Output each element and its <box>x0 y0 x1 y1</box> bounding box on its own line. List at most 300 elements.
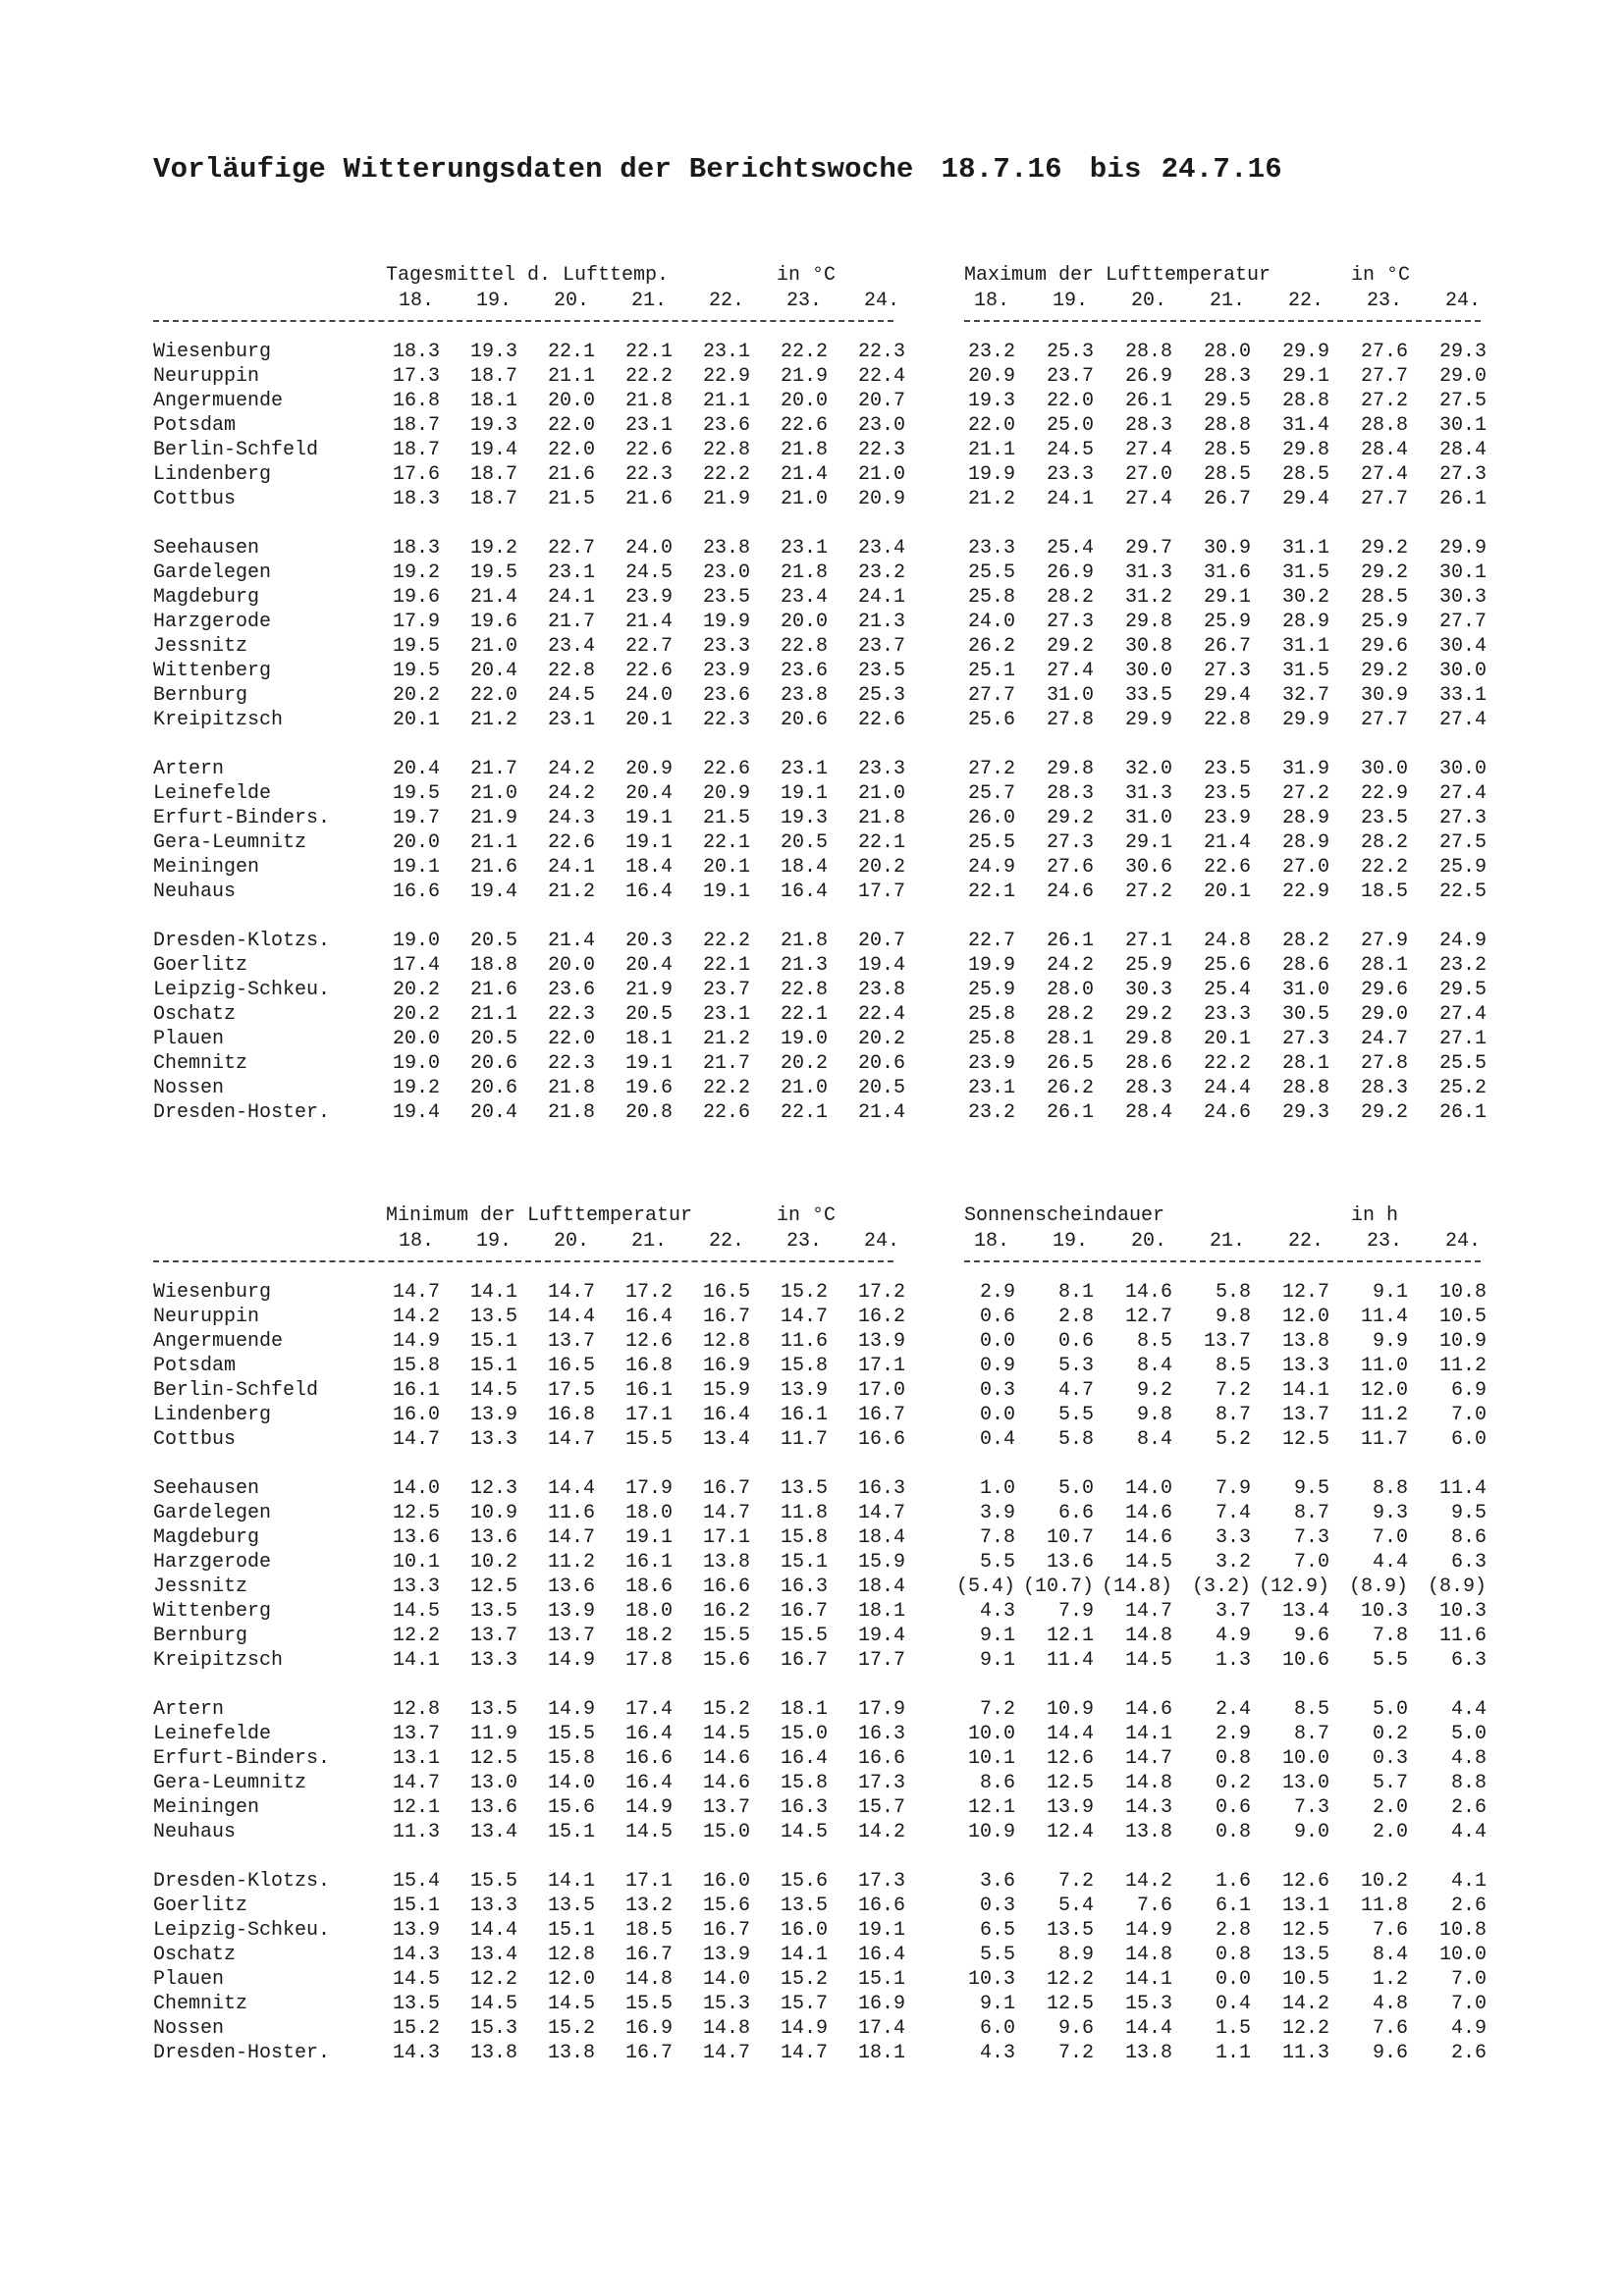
sunshine-cell: 7.8 <box>979 1526 1015 1549</box>
sunshine-cell: 14.7 <box>1124 1747 1172 1770</box>
sunshine-cell: 0.3 <box>1372 1747 1408 1770</box>
sunshine-cell: 12.1 <box>1046 1625 1094 1647</box>
mean-temp-cell: 22.3 <box>547 1003 595 1026</box>
max-temp-cell: 23.9 <box>1203 807 1251 829</box>
mean-temp-cell: 18.7 <box>469 463 517 486</box>
min-temp-cell: 16.8 <box>547 1404 595 1426</box>
min-temp-cell: 13.7 <box>469 1625 517 1647</box>
min-temp-cell: 14.7 <box>702 1502 750 1524</box>
min-temp-cell: 14.0 <box>392 1477 440 1500</box>
sunshine-cell: 13.4 <box>1281 1600 1329 1623</box>
sunshine-cell: 6.3 <box>1450 1649 1487 1672</box>
max-temp-cell: 23.5 <box>1360 807 1408 829</box>
sunshine-cell: 9.0 <box>1293 1821 1329 1843</box>
mean-temp-cell: 22.4 <box>857 365 905 388</box>
min-temp-cell: 15.8 <box>780 1526 828 1549</box>
mean-temp-cell: 21.8 <box>547 1101 595 1124</box>
max-temp-cell: 30.6 <box>1124 856 1172 879</box>
station-group <box>153 340 1508 511</box>
max-temp-cell: 29.3 <box>1281 1101 1329 1124</box>
max-temp-cell: 24.6 <box>1203 1101 1251 1124</box>
mean-temp-cell: 19.1 <box>624 831 673 854</box>
sunshine-cell: 7.2 <box>979 1698 1015 1721</box>
min-temp-cell: 10.1 <box>392 1551 440 1574</box>
station-name: Dresden-Klotzs. <box>153 1870 331 1893</box>
mean-temp-cell: 21.3 <box>857 611 905 633</box>
max-temp-cell: 28.5 <box>1281 463 1329 486</box>
sunshine-cell: 1.5 <box>1215 2017 1251 2040</box>
mean-temp-cell: 16.4 <box>624 881 673 903</box>
min-temp-cell: 15.8 <box>547 1747 595 1770</box>
min-temp-cell: 14.5 <box>624 1821 673 1843</box>
day-label: 18. <box>398 1230 434 1253</box>
mean-temp-cell: 22.7 <box>547 537 595 560</box>
sunshine-cell: 9.6 <box>1293 1625 1329 1647</box>
sunshine-cell: 9.5 <box>1293 1477 1329 1500</box>
min-temp-cell: 18.1 <box>780 1698 828 1721</box>
sunshine-cell: 11.3 <box>1281 2042 1329 2064</box>
mean-temp-cell: 20.5 <box>857 1077 905 1099</box>
station-name: Seehausen <box>153 537 260 560</box>
sunshine-cell: 0.6 <box>1057 1330 1094 1353</box>
max-temp-cell: 29.2 <box>1046 635 1094 658</box>
max-temp-cell: 28.3 <box>1203 365 1251 388</box>
max-temp-cell: 24.9 <box>967 856 1015 879</box>
min-temp-cell: 15.6 <box>702 1895 750 1917</box>
max-temp-cell: 24.9 <box>1438 930 1487 952</box>
sunshine-cell: 7.0 <box>1450 1968 1487 1991</box>
max-temp-cell: 28.5 <box>1203 439 1251 461</box>
min-temp-cell: 14.9 <box>624 1796 673 1819</box>
mean-temp-cell: 20.4 <box>469 1101 517 1124</box>
station-name: Gardelegen <box>153 561 272 584</box>
sunshine-cell: (10.7) <box>1022 1575 1094 1598</box>
dashed-rule-row <box>153 1255 1508 1270</box>
max-temp-cell: 29.5 <box>1438 979 1487 1001</box>
sunshine-cell: 7.0 <box>1450 1993 1487 2015</box>
sunshine-cell: 9.1 <box>979 1649 1015 1672</box>
min-temp-cell: 16.4 <box>857 1944 905 1966</box>
max-temp-cell: 30.0 <box>1438 758 1487 780</box>
station-name: Goerlitz <box>153 954 248 977</box>
max-temp-cell: 27.4 <box>1124 488 1172 510</box>
max-temp-cell: 24.0 <box>967 611 1015 633</box>
mean-temp-cell: 23.0 <box>702 561 750 584</box>
mean-temp-cell: 19.5 <box>392 660 440 682</box>
max-temp-cell: 22.1 <box>967 881 1015 903</box>
sunshine-cell: 10.0 <box>1281 1747 1329 1770</box>
mean-temp-cell: 20.6 <box>469 1077 517 1099</box>
mean-temp-cell: 21.8 <box>780 930 828 952</box>
mean-temp-cell: 22.0 <box>547 414 595 437</box>
sunshine-cell: 10.9 <box>1438 1330 1487 1353</box>
min-temp-cell: 13.2 <box>624 1895 673 1917</box>
mean-temp-cell: 19.5 <box>392 782 440 805</box>
max-temp-cell: 22.5 <box>1438 881 1487 903</box>
min-temp-cell: 15.8 <box>392 1355 440 1377</box>
sunshine-cell: 2.8 <box>1057 1306 1094 1328</box>
mean-temp-cell: 18.3 <box>392 537 440 560</box>
mean-temp-cell: 23.7 <box>702 979 750 1001</box>
sunshine-cell: 10.3 <box>967 1968 1015 1991</box>
sunshine-cell: 10.5 <box>1281 1968 1329 1991</box>
max-temp-cell: 27.7 <box>1360 488 1408 510</box>
sunshine-cell: (8.9) <box>1427 1575 1487 1598</box>
min-temp-cell: 13.9 <box>469 1404 517 1426</box>
day-label: 19. <box>1052 290 1088 312</box>
day-label: 19. <box>475 290 512 312</box>
min-temp-cell: 13.8 <box>702 1551 750 1574</box>
min-temp-cell: 15.5 <box>624 1993 673 2015</box>
mean-temp-cell: 18.1 <box>624 1028 673 1050</box>
mean-temp-cell: 23.9 <box>624 586 673 609</box>
mean-temp-cell: 24.2 <box>547 758 595 780</box>
sunshine-cell: 12.5 <box>1046 1993 1094 2015</box>
max-temp-cell: 27.4 <box>1438 709 1487 731</box>
sunshine-cell: 5.4 <box>1057 1895 1094 1917</box>
max-temp-cell: 28.2 <box>1360 831 1408 854</box>
min-temp-cell: 19.1 <box>857 1919 905 1942</box>
min-temp-cell: 14.5 <box>392 1968 440 1991</box>
max-temp-cell: 28.4 <box>1438 439 1487 461</box>
min-temp-cell: 14.7 <box>780 1306 828 1328</box>
table-row <box>153 781 1508 806</box>
station-name: Dresden-Hoster. <box>153 1101 331 1124</box>
sunshine-cell: 4.8 <box>1450 1747 1487 1770</box>
mean-temp-cell: 19.7 <box>392 807 440 829</box>
sunshine-cell: 7.3 <box>1293 1796 1329 1819</box>
station-group <box>153 536 1508 732</box>
mean-temp-cell: 20.2 <box>780 1052 828 1075</box>
min-temp-cell: 13.6 <box>392 1526 440 1549</box>
sunshine-cell: 7.0 <box>1372 1526 1408 1549</box>
sunshine-cell: 0.0 <box>979 1404 1015 1426</box>
sunshine-cell: 3.3 <box>1215 1526 1251 1549</box>
sunshine-cell: 8.4 <box>1372 1944 1408 1966</box>
min-temp-cell: 15.0 <box>702 1821 750 1843</box>
sunshine-cell: 0.6 <box>979 1306 1015 1328</box>
table-row <box>153 634 1508 659</box>
min-temp-cell: 16.0 <box>392 1404 440 1426</box>
max-temp-cell: 25.4 <box>1203 979 1251 1001</box>
sunshine-cell: 9.9 <box>1372 1330 1408 1353</box>
sunshine-cell: 12.4 <box>1046 1821 1094 1843</box>
table-row <box>153 1354 1508 1378</box>
sunshine-cell: 2.6 <box>1450 1895 1487 1917</box>
station-group <box>153 929 1508 1125</box>
mean-temp-cell: 22.8 <box>547 660 595 682</box>
mean-temp-cell: 23.0 <box>857 414 905 437</box>
min-temp-cell: 16.0 <box>702 1870 750 1893</box>
max-temp-cell: 27.7 <box>967 684 1015 707</box>
max-temp-title: Maximum der Lufttemperatur <box>964 264 1271 287</box>
station-group <box>153 1476 1508 1673</box>
mean-temp-cell: 19.0 <box>392 930 440 952</box>
min-temp-cell: 17.2 <box>624 1281 673 1304</box>
mean-temp-cell: 19.0 <box>392 1052 440 1075</box>
max-temp-cell: 32.0 <box>1124 758 1172 780</box>
station-name: Wiesenburg <box>153 1281 272 1304</box>
station-name: Gera-Leumnitz <box>153 1772 307 1794</box>
max-temp-cell: 24.1 <box>1046 488 1094 510</box>
sunshine-cell: 8.6 <box>979 1772 1015 1794</box>
mean-temp-cell: 19.3 <box>469 414 517 437</box>
mean-temp-cell: 20.5 <box>469 1028 517 1050</box>
sunshine-cell: 12.7 <box>1281 1281 1329 1304</box>
station-name: Lindenberg <box>153 1404 272 1426</box>
table-row <box>153 830 1508 855</box>
max-temp-cell: 28.2 <box>1046 586 1094 609</box>
mean-temp-cell: 19.5 <box>392 635 440 658</box>
day-label: 20. <box>1130 290 1166 312</box>
min-temp-cell: 14.5 <box>469 1379 517 1402</box>
sunshine-cell: 4.4 <box>1450 1821 1487 1843</box>
sunshine-cell: 14.4 <box>1124 2017 1172 2040</box>
sunshine-cell: 12.2 <box>1046 1968 1094 1991</box>
sunshine-cell: 13.0 <box>1281 1772 1329 1794</box>
mean-temp-cell: 18.7 <box>392 439 440 461</box>
min-temp-cell: 13.5 <box>469 1600 517 1623</box>
min-temp-cell: 15.1 <box>780 1551 828 1574</box>
min-temp-cell: 13.9 <box>857 1330 905 1353</box>
mean-temp-cell: 21.4 <box>857 1101 905 1124</box>
table-row <box>153 708 1508 732</box>
sunshine-cell: 6.1 <box>1215 1895 1251 1917</box>
mean-temp-cell: 21.1 <box>547 365 595 388</box>
sunshine-cell: 12.5 <box>1281 1428 1329 1451</box>
max-temp-cell: 24.2 <box>1046 954 1094 977</box>
max-temp-cell: 33.5 <box>1124 684 1172 707</box>
max-temp-cell: 20.9 <box>967 365 1015 388</box>
sunshine-cell: 14.6 <box>1124 1502 1172 1524</box>
max-temp-cell: 27.1 <box>1124 930 1172 952</box>
min-temp-cell: 16.7 <box>702 1477 750 1500</box>
max-temp-cell: 26.0 <box>967 807 1015 829</box>
temperature-block <box>153 263 1508 1149</box>
sunshine-cell: 9.6 <box>1057 2017 1094 2040</box>
sunshine-cell: 14.7 <box>1124 1600 1172 1623</box>
sunshine-cell: 7.2 <box>1215 1379 1251 1402</box>
station-name: Neuhaus <box>153 1821 237 1843</box>
max-temp-cell: 25.8 <box>967 1028 1015 1050</box>
sunshine-cell: 4.9 <box>1450 2017 1487 2040</box>
min-temp-cell: 13.7 <box>702 1796 750 1819</box>
max-temp-cell: 25.5 <box>967 561 1015 584</box>
mean-temp-cell: 16.8 <box>392 390 440 412</box>
sunshine-cell: 10.0 <box>1438 1944 1487 1966</box>
mean-temp-cell: 18.4 <box>780 856 828 879</box>
mean-temp-cell: 22.3 <box>857 341 905 363</box>
mean-temp-cell: 18.3 <box>392 488 440 510</box>
min-temp-cell: 15.5 <box>624 1428 673 1451</box>
min-temp-cell: 11.9 <box>469 1723 517 1745</box>
sunshine-cell: 3.7 <box>1215 1600 1251 1623</box>
min-sunshine-table <box>153 1280 1508 2065</box>
sunshine-cell: 2.4 <box>1215 1698 1251 1721</box>
sunshine-cell: 6.9 <box>1450 1379 1487 1402</box>
sunshine-cell: 14.8 <box>1124 1944 1172 1966</box>
mean-temp-cell: 20.2 <box>392 684 440 707</box>
max-temp-cell: 26.1 <box>1046 930 1094 952</box>
sunshine-cell: 7.6 <box>1372 2017 1408 2040</box>
sunshine-cell: 9.3 <box>1372 1502 1408 1524</box>
max-temp-cell: 29.2 <box>1124 1003 1172 1026</box>
max-temp-cell: 23.2 <box>1438 954 1487 977</box>
sunshine-cell: 8.5 <box>1136 1330 1172 1353</box>
min-temp-cell: 16.1 <box>392 1379 440 1402</box>
max-temp-cell: 27.3 <box>1281 1028 1329 1050</box>
max-temp-cell: 24.4 <box>1203 1077 1251 1099</box>
mean-temp-cell: 19.9 <box>702 611 750 633</box>
max-temp-cell: 26.7 <box>1203 635 1251 658</box>
mean-temp-cell: 23.1 <box>780 537 828 560</box>
max-temp-cell: 23.7 <box>1046 365 1094 388</box>
sunshine-cell: 5.5 <box>979 1944 1015 1966</box>
station-name: Kreipitzsch <box>153 709 284 731</box>
sunshine-cell: 13.9 <box>1046 1796 1094 1819</box>
table-row <box>153 1051 1508 1076</box>
mean-temp-cell: 19.6 <box>392 586 440 609</box>
min-temp-cell: 15.3 <box>702 1993 750 2015</box>
max-temp-cell: 30.5 <box>1281 1003 1329 1026</box>
max-temp-cell: 27.7 <box>1360 365 1408 388</box>
sunshine-cell: 13.5 <box>1281 1944 1329 1966</box>
station-name: Wittenberg <box>153 1600 272 1623</box>
sunshine-cell: 13.5 <box>1046 1919 1094 1942</box>
max-temp-cell: 30.1 <box>1438 561 1487 584</box>
mean-temp-cell: 22.2 <box>624 365 673 388</box>
table-row <box>153 610 1508 634</box>
mean-temp-cell: 24.1 <box>547 586 595 609</box>
table-row <box>153 1575 1508 1599</box>
min-temp-cell: 14.7 <box>392 1772 440 1794</box>
min-temp-cell: 12.3 <box>469 1477 517 1500</box>
table-row <box>153 806 1508 830</box>
mean-temp-cell: 19.0 <box>780 1028 828 1050</box>
mean-temp-cell: 22.6 <box>624 439 673 461</box>
min-temp-cell: 13.5 <box>469 1306 517 1328</box>
table-row <box>153 1624 1508 1648</box>
day-label: 21. <box>630 290 667 312</box>
sunshine-cell: 10.3 <box>1360 1600 1408 1623</box>
station-name: Goerlitz <box>153 1895 248 1917</box>
min-temp-cell: 14.9 <box>780 2017 828 2040</box>
max-temp-cell: 26.2 <box>967 635 1015 658</box>
table-row <box>153 1746 1508 1771</box>
mean-temp-cell: 23.4 <box>547 635 595 658</box>
min-temp-cell: 17.4 <box>624 1698 673 1721</box>
min-temp-cell: 15.5 <box>780 1625 828 1647</box>
station-name: Potsdam <box>153 414 237 437</box>
min-temp-cell: 17.1 <box>624 1870 673 1893</box>
min-temp-cell: 14.0 <box>547 1772 595 1794</box>
day-label: 23. <box>1366 1230 1402 1253</box>
max-temp-cell: 27.6 <box>1360 341 1408 363</box>
mean-temp-cell: 21.8 <box>780 561 828 584</box>
min-temp-cell: 12.2 <box>392 1625 440 1647</box>
max-temp-cell: 29.6 <box>1360 979 1408 1001</box>
mean-temp-cell: 21.8 <box>857 807 905 829</box>
mean-temp-cell: 22.0 <box>547 439 595 461</box>
max-temp-cell: 29.5 <box>1203 390 1251 412</box>
sunshine-cell: 2.0 <box>1372 1821 1408 1843</box>
min-temp-cell: 14.7 <box>547 1281 595 1304</box>
mean-temp-cell: 18.8 <box>469 954 517 977</box>
min-temp-cell: 14.5 <box>702 1723 750 1745</box>
min-temp-cell: 15.8 <box>780 1355 828 1377</box>
min-temp-cell: 15.2 <box>392 2017 440 2040</box>
min-temp-cell: 15.5 <box>702 1625 750 1647</box>
max-temp-cell: 28.8 <box>1281 390 1329 412</box>
sunshine-cell: 8.4 <box>1136 1428 1172 1451</box>
sunshine-cell: 4.7 <box>1057 1379 1094 1402</box>
station-name: Kreipitzsch <box>153 1649 284 1672</box>
sunshine-cell: 12.7 <box>1124 1306 1172 1328</box>
max-temp-cell: 25.5 <box>967 831 1015 854</box>
mean-temp-cell: 19.6 <box>624 1077 673 1099</box>
station-name: Chemnitz <box>153 1052 248 1075</box>
mean-temp-cell: 23.8 <box>702 537 750 560</box>
min-temp-cell: 17.2 <box>857 1281 905 1304</box>
table-row <box>153 1403 1508 1427</box>
sunshine-cell: 4.8 <box>1372 1993 1408 2015</box>
table-row <box>153 1378 1508 1403</box>
sunshine-cell: (5.4) <box>955 1575 1015 1598</box>
sunshine-cell: 14.5 <box>1124 1551 1172 1574</box>
max-temp-cell: 26.1 <box>1438 1101 1487 1124</box>
mean-temp-cell: 21.7 <box>547 611 595 633</box>
min-temp-cell: 15.9 <box>857 1551 905 1574</box>
min-temp-cell: 16.8 <box>624 1355 673 1377</box>
station-name: Plauen <box>153 1968 225 1991</box>
max-temp-cell: 19.9 <box>967 463 1015 486</box>
sunshine-cell: 14.2 <box>1124 1870 1172 1893</box>
min-temp-cell: 15.9 <box>702 1379 750 1402</box>
sunshine-cell: 0.4 <box>1215 1993 1251 2015</box>
mean-temp-cell: 25.3 <box>857 684 905 707</box>
station-name: Berlin-Schfeld <box>153 1379 319 1402</box>
max-temp-cell: 27.4 <box>1360 463 1408 486</box>
dashed-rule-right <box>964 320 1481 322</box>
min-temp-cell: 16.3 <box>780 1796 828 1819</box>
dashed-rule-left <box>153 320 893 322</box>
min-temp-cell: 15.2 <box>547 2017 595 2040</box>
sunshine-cell: 8.6 <box>1450 1526 1487 1549</box>
min-temp-cell: 12.8 <box>392 1698 440 1721</box>
table-row <box>153 1894 1508 1918</box>
day-label: 22. <box>1287 1230 1324 1253</box>
max-temp-cell: 30.0 <box>1124 660 1172 682</box>
max-temp-cell: 28.8 <box>1281 1077 1329 1099</box>
mean-temp-cell: 20.4 <box>624 954 673 977</box>
min-temp-cell: 16.3 <box>780 1575 828 1598</box>
mean-temp-cell: 22.1 <box>780 1003 828 1026</box>
sunshine-cell: 13.6 <box>1046 1551 1094 1574</box>
max-temp-cell: 25.3 <box>1046 341 1094 363</box>
mean-temp-cell: 23.5 <box>857 660 905 682</box>
sunshine-cell: 12.0 <box>1281 1306 1329 1328</box>
sunshine-cell: 8.7 <box>1293 1723 1329 1745</box>
sunshine-cell: 7.8 <box>1372 1625 1408 1647</box>
max-temp-cell: 28.0 <box>1203 341 1251 363</box>
station-name: Magdeburg <box>153 1526 260 1549</box>
min-temp-cell: 14.5 <box>780 1821 828 1843</box>
sunshine-cell: 14.2 <box>1281 1993 1329 2015</box>
mean-temp-cell: 23.8 <box>780 684 828 707</box>
sunshine-cell: 10.0 <box>967 1723 1015 1745</box>
page-title <box>153 153 1282 186</box>
station-group <box>153 1697 1508 1844</box>
